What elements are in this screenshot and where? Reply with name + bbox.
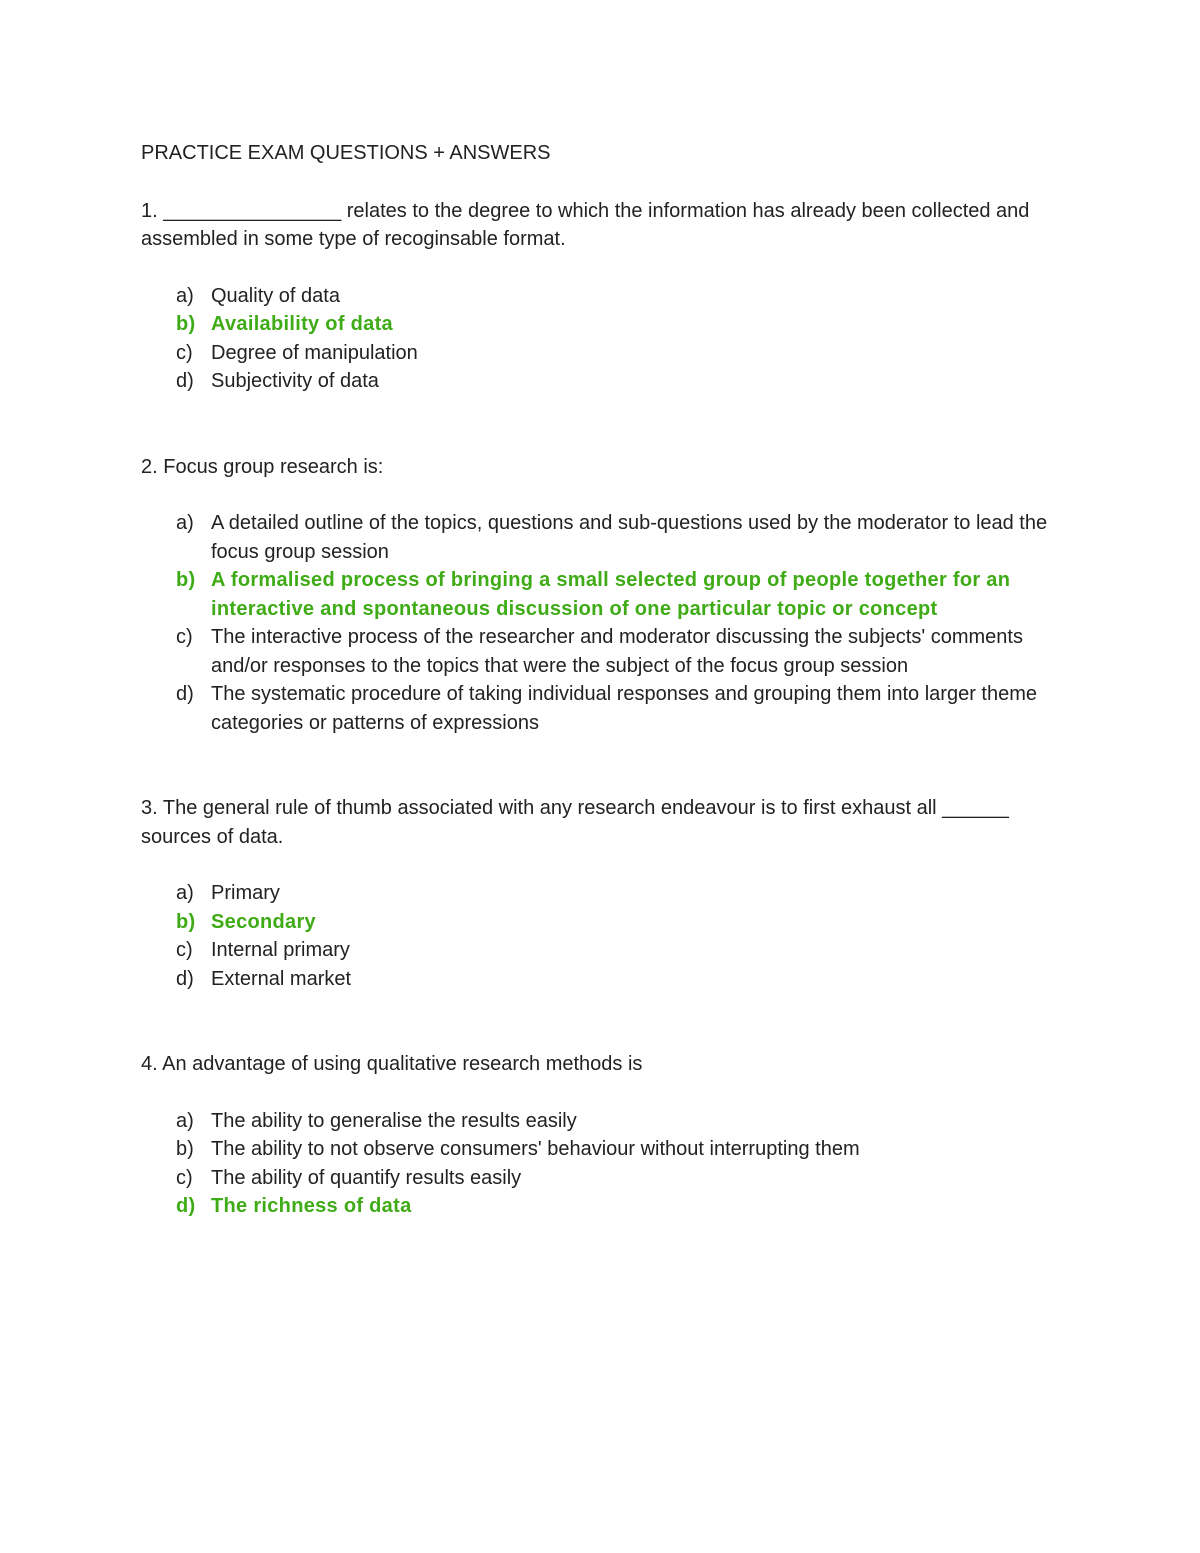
option-text: A formalised process of bringing a small selected group of people together for an interactive and spontaneous discussion of one particular topic or concept (211, 569, 1011, 620)
option-text: The interactive process of the researcher and moderator discussing the subjects' comments and/or responses to the topics that were the subject of the focus group session (211, 626, 1023, 677)
option-letter: d) (176, 683, 194, 705)
option-letter: b) (176, 1138, 194, 1160)
answer-option (141, 623, 1061, 680)
correct-answer-option (141, 908, 1061, 937)
question-block-1 (141, 197, 1061, 396)
option-text: Degree of manipulation (211, 341, 418, 364)
answer-option (141, 1107, 1061, 1136)
answer-option (141, 1135, 1061, 1164)
option-text: Internal primary (211, 939, 350, 961)
option-letter: d) (176, 1195, 196, 1217)
answer-options (141, 879, 1061, 993)
option-text: The richness of data (211, 1195, 412, 1217)
option-letter: c) (176, 939, 193, 961)
option-text: External market (211, 967, 352, 990)
correct-answer-option (141, 1192, 1061, 1221)
document-page (141, 139, 1061, 1221)
answer-option (141, 282, 1061, 311)
answer-options (141, 282, 1061, 396)
option-text: Availability of data (211, 313, 393, 335)
question-text: 2. Focus group research is: (141, 455, 384, 478)
option-text: Quality of data (211, 284, 340, 307)
option-letter: a) (176, 882, 194, 904)
option-letter: a) (176, 1109, 194, 1132)
option-letter: d) (176, 967, 194, 990)
option-text: The systematic procedure of taking individual responses and grouping them into larger theme categories or patterns of expressions (211, 683, 1038, 734)
answer-option (141, 936, 1061, 965)
question-block-4 (141, 1050, 1061, 1221)
option-text: A detailed outline of the topics, questions and sub-questions used by the moderator to lead the focus group session (211, 512, 1048, 563)
correct-answer-option (141, 566, 1061, 623)
option-letter: c) (176, 341, 193, 364)
option-letter: d) (176, 370, 194, 392)
option-text: The ability to generalise the results easily (211, 1109, 577, 1132)
answer-option (141, 1164, 1061, 1193)
question-text: 4. An advantage of using qualitative research methods is (141, 1053, 643, 1075)
option-text: The ability to not observe consumers' behaviour without interrupting them (211, 1138, 860, 1160)
question-block-3 (141, 794, 1061, 993)
option-letter: a) (176, 284, 194, 307)
option-text: The ability of quantify results easily (211, 1166, 522, 1189)
answer-option (141, 509, 1061, 566)
question-text: 1. ________________ relates to the degree to which the information has already been collected and assembled in some type of recoginsable format. (141, 199, 1030, 250)
question-text: 3. The general rule of thumb associated with any research endeavour is to first exhaust all ______ sources of data. (141, 797, 1009, 848)
answer-option (141, 680, 1061, 737)
option-letter: c) (176, 1166, 193, 1189)
option-letter: b) (176, 569, 196, 591)
page-title: PRACTICE EXAM QUESTIONS + ANSWERS (141, 142, 551, 164)
answer-option (141, 367, 1061, 396)
option-letter: b) (176, 313, 196, 335)
answer-option (141, 339, 1061, 368)
option-letter: c) (176, 626, 193, 648)
question-block-2 (141, 453, 1061, 738)
option-text: Secondary (211, 910, 316, 933)
option-letter: a) (176, 512, 194, 534)
option-letter: b) (176, 910, 196, 933)
answer-option (141, 965, 1061, 994)
option-text: Primary (211, 882, 280, 904)
answer-options (141, 1107, 1061, 1221)
correct-answer-option (141, 310, 1061, 339)
option-text: Subjectivity of data (211, 370, 379, 392)
answer-option (141, 879, 1061, 908)
answer-options (141, 509, 1061, 737)
